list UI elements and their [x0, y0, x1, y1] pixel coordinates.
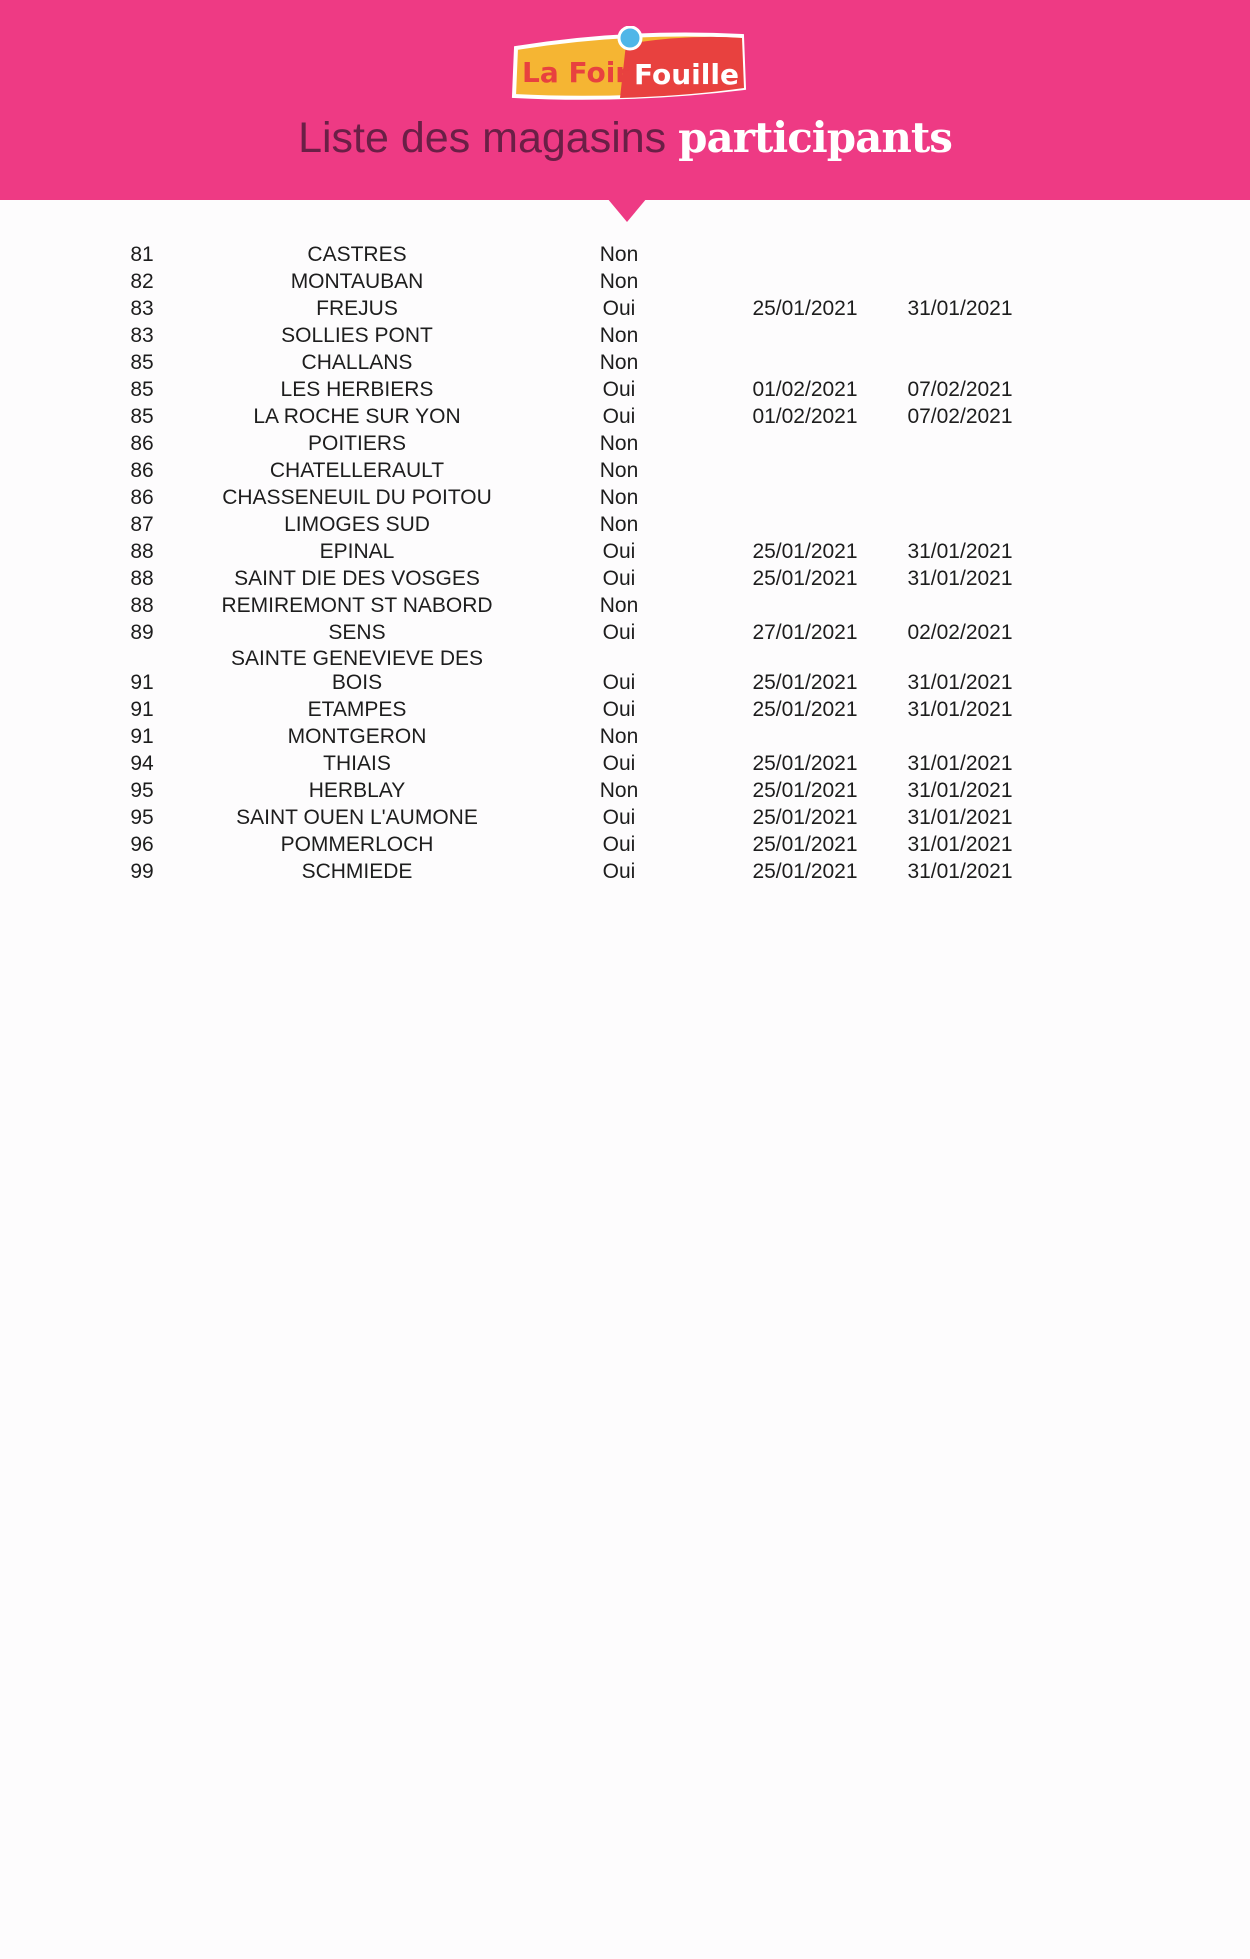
store-name: POITIERS	[307, 432, 407, 455]
store-participation: Oui	[602, 698, 636, 721]
logo-text-1: La Foir	[522, 56, 630, 89]
store-end-date: 07/02/2021	[907, 405, 1013, 428]
store-start-date: 01/02/2021	[752, 405, 858, 428]
store-end-date: 07/02/2021	[907, 378, 1013, 401]
store-name: REMIREMONT ST NABORD	[221, 594, 493, 617]
store-participation: Oui	[602, 297, 636, 320]
store-dept: 85	[130, 351, 154, 374]
table-row	[0, 375, 1250, 402]
logo-graphic	[508, 26, 750, 108]
store-end-date: 31/01/2021	[907, 860, 1013, 883]
store-end-date: 31/01/2021	[907, 698, 1013, 721]
store-name: LES HERBIERS	[280, 378, 434, 401]
table-row	[0, 776, 1250, 803]
store-end-date: 31/01/2021	[907, 779, 1013, 802]
store-start-date: 25/01/2021	[752, 860, 858, 883]
store-name: SAINT OUEN L'AUMONE	[236, 806, 478, 829]
store-dept: 86	[130, 432, 154, 455]
store-participation: Non	[599, 270, 639, 293]
table-row	[0, 294, 1250, 321]
store-end-date: 31/01/2021	[907, 540, 1013, 563]
store-dept: 94	[130, 752, 154, 775]
store-dept: 96	[130, 833, 154, 856]
store-dept: 82	[130, 270, 154, 293]
store-name: CHATELLERAULT	[269, 459, 445, 482]
store-name: THIAIS	[323, 752, 391, 775]
table-row	[0, 830, 1250, 857]
store-name: SCHMIEDE	[301, 860, 413, 883]
table-row	[0, 456, 1250, 483]
store-name: CHASSENEUIL DU POITOU	[222, 486, 492, 509]
store-start-date: 25/01/2021	[752, 752, 858, 775]
store-start-date: 25/01/2021	[752, 567, 858, 590]
table-row	[0, 618, 1250, 645]
table-row	[0, 429, 1250, 456]
store-table	[0, 240, 1250, 884]
table-row	[0, 591, 1250, 618]
store-participation: Oui	[602, 833, 636, 856]
store-name: LIMOGES SUD	[284, 513, 430, 536]
store-start-date: 27/01/2021	[752, 621, 858, 644]
store-dept: 95	[130, 779, 154, 802]
store-dept: 81	[130, 243, 154, 266]
table-row	[0, 537, 1250, 564]
store-end-date: 02/02/2021	[907, 621, 1013, 644]
store-end-date: 31/01/2021	[907, 806, 1013, 829]
store-name: MONTGERON	[287, 725, 427, 748]
table-row	[0, 564, 1250, 591]
store-participation: Non	[599, 725, 639, 748]
store-name: MONTAUBAN	[290, 270, 424, 293]
store-end-date: 31/01/2021	[907, 833, 1013, 856]
store-participation: Non	[599, 459, 639, 482]
store-dept: 87	[130, 513, 154, 536]
store-name: SENS	[328, 621, 386, 644]
store-participation: Oui	[602, 806, 636, 829]
store-dept: 88	[130, 594, 154, 617]
table-row	[0, 402, 1250, 429]
store-participation: Non	[599, 432, 639, 455]
table-row	[0, 695, 1250, 722]
store-participation: Non	[599, 486, 639, 509]
store-name: CASTRES	[307, 243, 407, 266]
store-dept: 99	[130, 860, 154, 883]
store-name: SOLLIES PONT	[281, 324, 433, 347]
store-dept: 83	[130, 324, 154, 347]
store-dept: 91	[130, 671, 154, 694]
store-participation: Non	[599, 243, 639, 266]
store-name: HERBLAY	[308, 779, 406, 802]
store-name: POMMERLOCH	[280, 833, 434, 856]
title-light: Liste des magasins	[298, 114, 667, 162]
store-dept: 95	[130, 806, 154, 829]
store-participation: Oui	[602, 752, 636, 775]
table-row	[0, 645, 1250, 695]
store-start-date: 25/01/2021	[752, 779, 858, 802]
brand-logo[interactable]	[508, 26, 750, 108]
table-row	[0, 321, 1250, 348]
store-dept: 83	[130, 297, 154, 320]
store-participation: Oui	[602, 621, 636, 644]
store-participation: Oui	[602, 540, 636, 563]
store-start-date: 25/01/2021	[752, 698, 858, 721]
title-bold: participants	[678, 113, 952, 162]
store-dept: 85	[130, 405, 154, 428]
store-participation: Oui	[602, 378, 636, 401]
store-end-date: 31/01/2021	[907, 567, 1013, 590]
page-header	[0, 0, 1250, 200]
table-row	[0, 722, 1250, 749]
store-participation: Oui	[602, 567, 636, 590]
store-name: SAINTE GENEVIEVE DES BOIS	[230, 647, 484, 694]
store-end-date: 31/01/2021	[907, 752, 1013, 775]
store-name: CHALLANS	[301, 351, 413, 374]
store-dept: 88	[130, 567, 154, 590]
store-start-date: 25/01/2021	[752, 671, 858, 694]
page-title	[0, 110, 1250, 166]
store-dept: 89	[130, 621, 154, 644]
store-participation: Oui	[602, 405, 636, 428]
store-name: LA ROCHE SUR YON	[253, 405, 461, 428]
logo-text-2: Fouille	[634, 58, 739, 91]
store-name: FREJUS	[316, 297, 398, 320]
store-start-date: 25/01/2021	[752, 540, 858, 563]
table-row	[0, 803, 1250, 830]
store-start-date: 01/02/2021	[752, 378, 858, 401]
store-dept: 91	[130, 698, 154, 721]
store-name: SAINT DIE DES VOSGES	[234, 567, 480, 590]
store-start-date: 25/01/2021	[752, 297, 858, 320]
store-end-date: 31/01/2021	[907, 671, 1013, 694]
table-row	[0, 483, 1250, 510]
store-participation: Oui	[602, 671, 636, 694]
store-participation: Non	[599, 594, 639, 617]
store-dept: 91	[130, 725, 154, 748]
store-dept: 85	[130, 378, 154, 401]
store-dept: 86	[130, 486, 154, 509]
store-start-date: 25/01/2021	[752, 833, 858, 856]
store-name: ETAMPES	[307, 698, 407, 721]
store-name: EPINAL	[319, 540, 395, 563]
store-participation: Non	[599, 324, 639, 347]
store-dept: 86	[130, 459, 154, 482]
table-row	[0, 510, 1250, 537]
store-start-date: 25/01/2021	[752, 806, 858, 829]
header-notch	[607, 198, 647, 222]
store-participation: Non	[599, 779, 639, 802]
store-participation: Non	[599, 351, 639, 374]
table-row	[0, 749, 1250, 776]
table-row	[0, 857, 1250, 884]
table-row	[0, 267, 1250, 294]
store-end-date: 31/01/2021	[907, 297, 1013, 320]
table-row	[0, 348, 1250, 375]
store-participation: Non	[599, 513, 639, 536]
store-dept: 88	[130, 540, 154, 563]
store-participation: Oui	[602, 860, 636, 883]
table-row	[0, 240, 1250, 267]
